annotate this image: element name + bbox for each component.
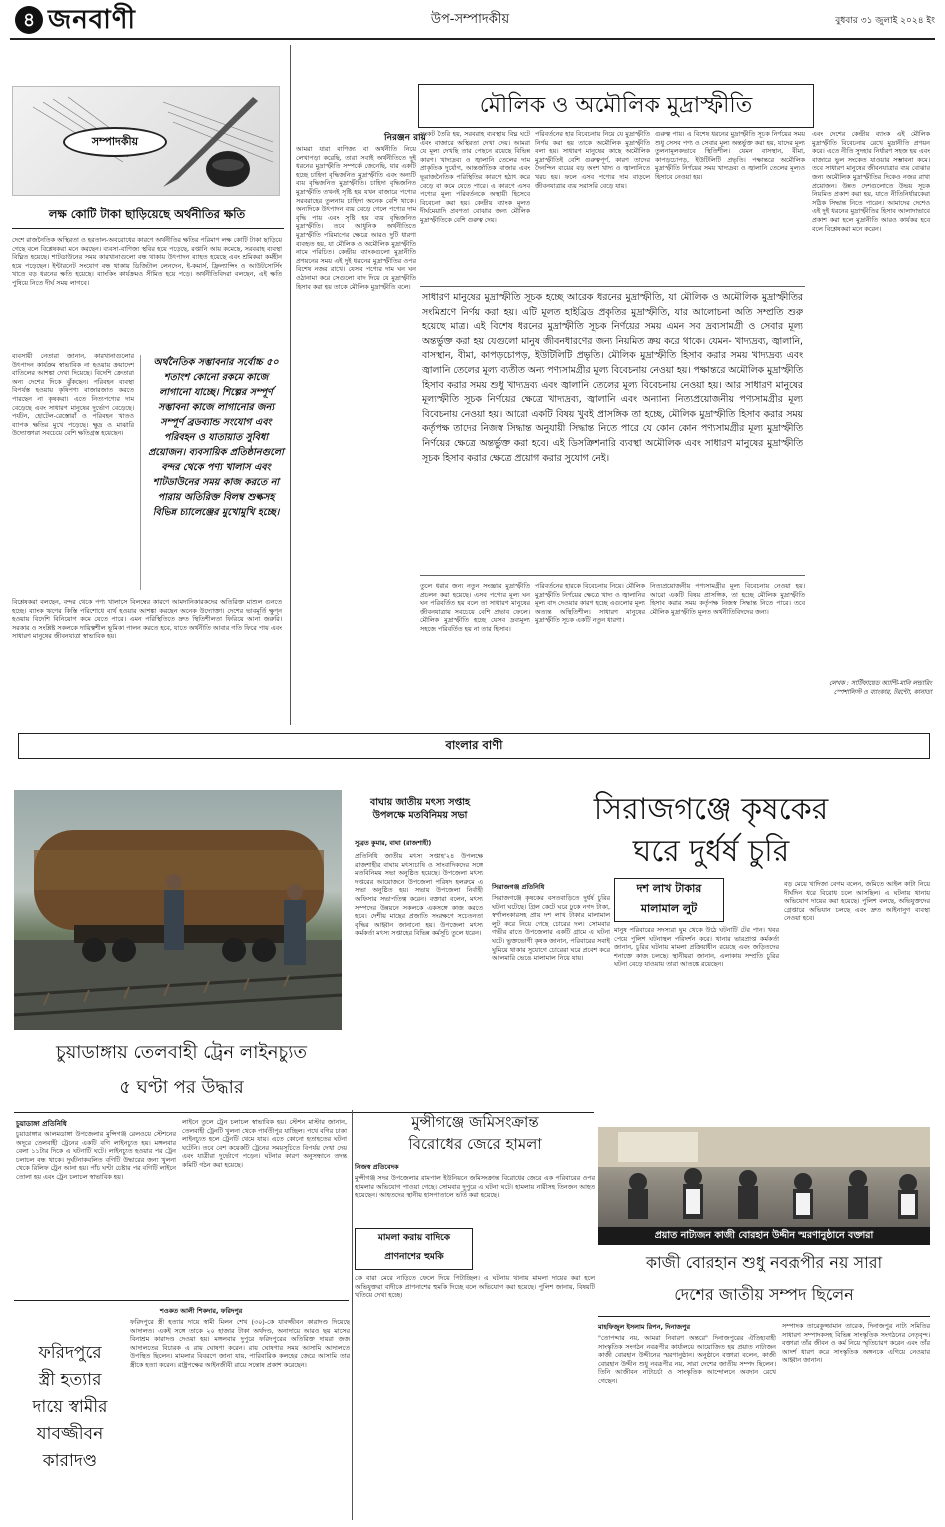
theft-sub-1: দশ লাখ টাকার bbox=[636, 882, 702, 895]
column-divider-lower bbox=[352, 1110, 353, 1520]
editorial-badge bbox=[63, 127, 167, 157]
tribute-photo bbox=[598, 1127, 930, 1227]
section-label: উপ-সম্পাদকীয় bbox=[430, 12, 510, 27]
editorial-body-1: দেশে রাজনৈতিক অস্থিরতা ও হরতাল-অবরোধের কারণে অর্থনীতির ক্ষতির পরিমাণ লক্ষ কোটি টাকা ছাড়িয়ে গেছে বলে বিশ্লেষকরা মনে করছেন। ব্যবসা-বাণিজ্য স্থবির হয়ে পড়েছে, রপ্তানি আয় কমেছে, সরবরাহ ব্যবস্থা বিঘ্নিত হয়েছে। শাটডাউনের সময় কারখানাগুলো বন্ধ থাকায় উৎপাদন ব্যাহত হয়েছে এবং শ্রমিকরা কর্মহীন হয়ে পড়েছেন। ইন্টারনেট সংযোগ বন্ধ থাকায় ডিজিটাল লেনদেন, ই-কমার্স, ফ্রিল্যান্সিং ও আউটসোর্সিং খাতে বড় ধরনের ক্ষতি হয়েছে। ব্যাংকিং কার্যক্রমও সীমিত হয়ে পড়ে। অর্থনীতিবিদরা বলছেন, এই ক্ষতি পুষিয়ে নিতে দীর্ঘ সময় লাগবে। bbox=[12, 236, 282, 287]
tribute-photo-caption: প্রয়াত নাট্যজন কাজী বোরহান উদ্দীন স্মরণানুষ্ঠানে বক্তারা bbox=[598, 1227, 930, 1245]
fish-byline: সুব্রত কুমার, বাঘা (রাজশাহী) bbox=[355, 839, 432, 847]
land-headline-1: মুন্সীগঞ্জে জমিসংক্রান্ত bbox=[411, 1113, 539, 1131]
murder-headline bbox=[14, 1340, 126, 1475]
article-writer-note: লেখক : সার্টিফায়েড অ্যান্টি-মানি লন্ডারিং স্পেশালিস্ট ও ব্যাংকার, টরন্টো, কানাডা bbox=[829, 680, 932, 696]
land-box-2: প্রাণনাশের হুমকি bbox=[384, 1252, 444, 1262]
theft-headline-1: সিরাজগঞ্জে কৃষকের bbox=[593, 792, 829, 827]
editorial-body-3: বিশ্লেষকরা বলছেন, বন্দর থেকে পণ্য খালাসে বিলম্বের কারণে আমদানিকারকদের অতিরিক্ত মাশুল গুনতে হচ্ছে। ব্যাংক ঋণের কিস্তি পরিশোধে ব্যর্থ হওয়ার আশঙ্কা করছেন অনেক উদ্যোক্তা। দেশের ভাবমূর্তি ক্ষুণ্ন হওয়ায় বিদেশি বিনিয়োগ কমে যেতে পারে। এমন পরিস্থিতিতে দ্রুত স্থিতিশীলতা ফিরিয়ে আনা জরুরি। সরকার ও সংশ্লিষ্ট সকলকে দায়িত্বশীল ভূমিকা পালন করতে হবে, যাতে অর্থনীতি আবার গতি ফিরে পায় এবং সাধারণ মানুষের জীবনযাত্রা স্বাভাবিক হয়। bbox=[12, 598, 282, 641]
tribute-headline-1: কাজী বোরহান শুধু নবরূপীর নয় সারা bbox=[645, 1253, 883, 1272]
train-photo bbox=[14, 790, 342, 1030]
page-number-badge bbox=[15, 6, 43, 34]
theft-byline: সিরাজগঞ্জ প্রতিনিধি bbox=[492, 883, 545, 891]
editorial-rule bbox=[12, 228, 284, 229]
article-col-4: গুরুত্ব পায়। এ বিশেষ ধরনের মুদ্রাস্ফীতি সূচক নির্ণয়ের সময় শুধু সেসব পণ্য ও সেবার মূল্য অন্তর্ভুক্ত করা হয়, যাদের মূল্য তুলনামূলকভাবে স্থিতিশীল। যেমন বাসস্থান, বীমা, কাপড়চোপড়, ইউটিলিটি প্রভৃতি। পক্ষান্তরে অমৌলিক মুদ্রাস্ফীতি নির্ণয়ের সময় খাদ্যদ্রব্য ও জ্বালানি তেলের মূল্যও হিসাবে নেওয়া হয়। bbox=[655, 130, 805, 181]
editorial-body-2: ব্যবসায়ী নেতারা জানান, কারখানাগুলোর উৎপাদন কার্যক্রম স্বাভাবিক না হওয়ায় ক্রয়াদেশ বাতিলের আশঙ্কা দেখা দিয়েছে। বিদেশি ক্রেতারা অন্য দেশের দিকে ঝুঁকছেন। পরিবহন ব্যবস্থা বিপর্যস্ত হওয়ায় কৃষিপণ্য বাজারজাত করতে পারছেন না কৃষকরা। এতে নিত্যপণ্যের দাম বেড়েছে এবং সাধারণ মানুষের দুর্ভোগ বেড়েছে। পর্যটন, হোটেল-রেস্তোরাঁ ও পরিবহন খাতও ব্যাপক ক্ষতির মুখে পড়েছে। ক্ষুদ্র ও মাঝারি উদ্যোক্তারা সবচেয়ে বেশি ক্ষতিগ্রস্ত হয়েছেন। bbox=[12, 352, 134, 438]
logo bbox=[48, 4, 268, 36]
section-banner-text: বাংলার বাণী bbox=[445, 738, 503, 752]
theft-sub-2: মালামাল লুট bbox=[640, 902, 698, 915]
murder-headline-3: দায়ে স্বামীর bbox=[32, 1397, 108, 1417]
article-author: নিরঞ্জন রায় bbox=[384, 133, 426, 143]
land-headline-2: বিরোধের জেরে হামলা bbox=[408, 1135, 542, 1153]
article-col-7: পরিবর্তনের হারকে বিবেচনায় নিয়ে। মৌলিক মুদ্রাস্ফীতি নির্ণয়ের ক্ষেত্রে খাদ্য ও জ্বালানির মূল্য বাদ দেওয়ার কারণ হচ্ছে এগুলোর মূল্য অত্যন্ত অস্থিতিশীল। সাধারণ মানুষের মুদ্রাস্ফীতি সূচক একটি নতুন ধারণা। bbox=[535, 582, 645, 625]
train-headline-1: চুয়াডাঙ্গায় তেলবাহী ট্রেন লাইনচ্যুত bbox=[55, 1042, 307, 1063]
theft-sub-box bbox=[614, 878, 724, 922]
train-headline-2: ৫ ঘণ্টা পর উদ্ধার bbox=[119, 1077, 244, 1098]
tribute-body-2: সম্পাদক তারেকুজ্জামান তারেক, দিনাজপুর নাট্য সমিতির সাধারণ সম্পাদকসহ বিভিন্ন সাংস্কৃতিক সংগঠনের নেতৃবৃন্দ। বক্তারা তাঁর জীবন ও কর্ম নিয়ে স্মৃতিচারণ করেন এবং তাঁর আদর্শ ধারণ করে সাংস্কৃতিক অঙ্গনকে এগিয়ে নেওয়ার আহ্বান জানান। bbox=[782, 1322, 930, 1365]
fish-headline: বাঘায় জাতীয় মৎস্য সপ্তাহ উপলক্ষে মতবিনিময় সভা bbox=[369, 797, 471, 821]
murder-rule bbox=[14, 1300, 349, 1301]
train-byline: চুয়াডাঙ্গা প্রতিনিধি bbox=[16, 1120, 67, 1128]
land-body-2: কে বারা মেরে নাড়িতে ফেলে দিয়ে পিটাচ্ছিল। এ ঘটনায় থানায় মামলা দায়ের করা হলে অভিযুক্তরা বাদীকে প্রাণনাশের হুমকি দিচ্ছে বলে অভিযোগ করা হয়েছে। পুলিশ জানায়, বিষয়টি খতিয়ে দেখা হচ্ছে। bbox=[355, 1274, 595, 1300]
masthead-rule bbox=[10, 38, 935, 40]
column-divider bbox=[290, 45, 291, 725]
train-tanker-icon bbox=[14, 790, 342, 1030]
tribute-body-1: "তোপদ্দার নয়, আমরা নিবারণ অন্তরে" দিনাজপুরের ঐতিহ্যবাহী সাংস্কৃতিক সংগঠন নবরূপীর কার্যালয়ে আয়োজিত হয় প্রয়াত নাট্যজন কাজী বোরহান উদ্দীনের স্মরণানুষ্ঠান। অনুষ্ঠানে বক্তারা বলেন, কাজী বোরহান উদ্দীন শুধু নবরূপীর নয়, সারা দেশের জাতীয় সম্পদ ছিলেন। তিনি আজীবন নাট্যচর্চা ও সাংস্কৃতিক আন্দোলনে অবদান রেখে গেছেন। bbox=[598, 1334, 776, 1385]
land-box-1: মামলা করায় বাদিকে bbox=[377, 1233, 451, 1243]
murder-headline-5: কারাদণ্ড bbox=[42, 1451, 98, 1471]
article-highlight-text: সাধারণ মানুষের মুদ্রাস্ফীতি সূচক হচ্ছে আরেক ধরনের মুদ্রাস্ফীতি, যা মৌলিক ও অমৌলিক মুদ্রাস্ফীতির সংমিশ্রণে নির্ণয় করা হয়। এটি মূলত হাইব্রিড প্রকৃতির মুদ্রাস্ফীতি, যার আলোচনা অতি সম্প্রতি শুরু হয়েছে মাত্র। এই বিশেষ ধরনের মুদ্রাস্ফীতি সূচক নির্ণয়ের সময় এমন সব দ্রব্যসামগ্রী ও সেবার মূল্য অন্তর্ভুক্ত করা হয় যেগুলো মানুষ জীবনধারণের জন্য নিয়মিত ক্রয় করে থাকে। যেমন- খাদ্যদ্রব্য, জ্বালানি, বাসস্থান, বীমা, কাপড়চোপড়, ইউটিলিটি প্রভৃতি। মৌলিক মুদ্রাস্ফীতি হিসাব করার সময় খাদ্যদ্রব্য এবং জ্বালানি তেলের মূল্য ব্যতীত অন্য পণ্যসামগ্রীর মূল্য বিবেচনায় নেওয়া হয়। পক্ষান্তরে অমৌলিক মুদ্রাস্ফীতি হিসাব করার সময় শুধু খাদ্যদ্রব্য এবং জ্বালানি তেলের মূল্য বিবেচনায় নেওয়া হয়। আর সাধারণ মানুষের মূল্যস্ফীতি সূচক নির্ণয়ের ক্ষেত্রে খাদ্যদ্রব্য, জ্বালানি এবং অন্যান্য নিত্যপ্রয়োজনীয় পণ্যসামগ্রীর মূল্য বিবেচনায় নেওয়া হয়। আরো একটি বিষয় খুবই প্রাসঙ্গিক তা হচ্ছে, মৌলিক মুদ্রাস্ফীতি হিসাব করার সময় কর্তৃপক্ষ তাদের নিজস্ব সিদ্ধান্ত অনুযায়ী সিদ্ধান্ত নিতে পারে যে কোন কোন পণ্যসামগ্রীর মূল্য মুদ্রাস্ফীতি নির্ণয়ের ক্ষেত্রে অন্তর্ভুক্ত করা হবে। এই ডিসক্রিশনারি ব্যবস্থা অমৌলিক এবং সাধারণ মানুষের মুদ্রাস্ফীতি সূচক হিসাব করার ক্ষেত্রে প্রয়োগ করার সুযোগ নেই। bbox=[422, 292, 803, 464]
theft-headline-2: ঘরে দুর্ধর্ষ চুরি bbox=[632, 834, 790, 869]
land-box bbox=[355, 1228, 473, 1270]
murder-headline-1: ফরিদপুরে bbox=[38, 1343, 102, 1363]
train-body-1: চুয়াডাঙ্গার আলমডাঙ্গা উপজেলার মুন্সিগঞ্জ রেলওয়ে স্টেশনের অদূরে তেলবাহী ট্রেনের একটি বগি লাইনচ্যুত হয়। মঙ্গলবার বেলা ১১টার দিকে এ ঘটনাটি ঘটে। লাইনচ্যুত হওয়ার পর ট্রেন চলাচল বন্ধ থাকে। দুর্ঘটনাকবলিত বগিটি উদ্ধারের জন্য খুলনা থেকে রিলিফ ট্রেন আনা হয়। পাঁচ ঘণ্টা চেষ্টার পর বগিটি লাইনে তোলা হয় এবং ট্রেন চলাচল স্বাভাবিক হয়। bbox=[16, 1130, 176, 1181]
article-col-2: সংকট তৈরি হয়, সরবরাহ ব্যবস্থায় বিঘ্ন ঘটে এবং বাজারে অস্থিরতা দেখা দেয়। আমরা যে মূল্য দেখছি তার পেছনে রয়েছে বিভিন্ন কারণ। খাদ্যদ্রব্য ও জ্বালানি তেলের দাম প্রাকৃতিক দুর্যোগ, আন্তর্জাতিক বাজার এবং ভূরাজনৈতিক পরিস্থিতির কারণে হঠাৎ করে বেড়ে বা কমে যেতে পারে। এ কারণে এসব পণ্যের মূল্য পরিবর্তনকে অস্থায়ী হিসেবে বিবেচনা করা হয়। কেন্দ্রীয় ব্যাংক মূলত দীর্ঘমেয়াদি প্রবণতা বোঝার জন্য মৌলিক মুদ্রাস্ফীতিকে বেশি গুরুত্ব দেয়। bbox=[420, 130, 530, 224]
theft-body-1: সিরাজগঞ্জে কৃষকের বসতবাড়িতে দুর্ধর্ষ চুরির ঘটনা ঘটেছে। গ্রিল কেটে ঘরে ঢুকে নগদ টাকা, স্বর্ণালংকারসহ প্রায় দশ লাখ টাকার মালামাল লুট করে নিয়ে গেছে চোরের দল। সোমবার গভীর রাতে উপজেলার একটি গ্রামে এ ঘটনা ঘটে। ভুক্তভোগী কৃষক জানান, পরিবারের সবাই ঘুমিয়ে থাকার সুযোগে চোরেরা ঘরে প্রবেশ করে আলমারি ভেঙে মালামাল নিয়ে যায়। bbox=[492, 894, 610, 963]
article-headline: মৌলিক ও অমৌলিক মুদ্রাস্ফীতি bbox=[479, 93, 753, 118]
article-col-1: আমরা যারা বাণিজ্য বা অর্থনীতি নিয়ে লেখাপড়া করেছি, তারা সবাই অর্থনীতিতে দুই ধরনের মুদ্রাস্ফীতি সম্পর্কে জেনেছি, যার একটি হচ্ছে চাহিদা বৃদ্ধিজনিত মুদ্রাস্ফীতি এবং অন্যটি ব্যয় বৃদ্ধিজনিত মুদ্রাস্ফীতি। চাহিদা বৃদ্ধিজনিত মুদ্রাস্ফীতি তখনই সৃষ্টি হয় যখন বাজারে পণ্যের সরবরাহের তুলনায় চাহিদা অনেক বেশি থাকে। অন্যদিকে উৎপাদন ব্যয় বেড়ে গেলে পণ্যের দাম বৃদ্ধি পায় এবং সৃষ্টি হয় ব্যয় বৃদ্ধিজনিত মুদ্রাস্ফীতি। তবে আধুনিক অর্থনীতিতে মুদ্রাস্ফীতি পরিমাপের ক্ষেত্রে আরও দুটি ধারণা ব্যবহৃত হয়, যা মৌলিক ও অমৌলিক মুদ্রাস্ফীতি নামে পরিচিত। কেন্দ্রীয় ব্যাংকগুলো মুদ্রানীতি প্রণয়নের সময় এই দুই ধরনের মুদ্রাস্ফীতির ওপর বিশেষ নজর রাখে। যেসব পণ্যের দাম ঘন ঘন ওঠানামা করে সেগুলো বাদ দিয়ে যে মুদ্রাস্ফীতি হিসাব করা হয় তাকে মৌলিক মুদ্রাস্ফীতি বলে। bbox=[296, 145, 416, 291]
murder-body: ফরিদপুরে স্ত্রী হত্যার দায়ে স্বামী মিলন শেখ (৩০)-কে যাবজ্জীবন কারাদণ্ড দিয়েছে আদালত। একই সঙ্গে তাকে ২০ হাজার টাকা অর্থদণ্ড, অনাদায়ে আরও ছয় মাসের বিনাশ্রম কারাদণ্ড দেওয়া হয়। মঙ্গলবার দুপুরে ফরিদপুরের অতিরিক্ত দায়রা জজ আদালতের বিচারক এ রায় ঘোষণা করেন। রায় ঘোষণার সময় আসামি আদালতে উপস্থিত ছিলেন। মামলার বিবরণে জানা যায়, পারিবারিক কলহের জেরে আসামি তার স্ত্রীকে হত্যা করেন। রাষ্ট্রপক্ষের আইনজীবী রায়ে সন্তোষ প্রকাশ করেছেন। bbox=[130, 1318, 350, 1369]
land-body-1: মুন্সীগঞ্জ সদর উপজেলার রামপাল ইউনিয়নে জমিসংক্রান্ত বিরোধের জেরে এক পরিবারের ওপর হামলার অভিযোগ পাওয়া গেছে। সোমবার দুপুরে এ ঘটনা ঘটে। হামলায় নারীসহ তিনজন আহত হয়েছেন। আহতদের স্থানীয় হাসপাতালে ভর্তি করা হয়েছে। bbox=[355, 1174, 595, 1200]
article-headline-box bbox=[418, 84, 814, 128]
editorial-pull-quote: অর্থনৈতিক সম্ভাবনার সর্বোচ্চ ৫০ শতাংশ কোনো রকমে কাজে লাগানো যাচ্ছে। শিল্পের সম্পূর্ণ সম্ভাবনা কাজে লাগানোর জন্য সম্পূর্ণ ব্রডব্যান্ড সংযোগ এবং পরিবহন ও যাতায়াত সুবিধা প্রয়োজন। ব্যবসায়িক প্রতিষ্ঠানগুলো বন্দর থেকে পণ্য খালাস এবং শাটডাউনের সময় কাজ করতে না পারায় অতিরিক্ত বিলম্ব শুল্কসহ বিভিন্ন চ্যালেঞ্জের মুখোমুখি হচ্ছে। bbox=[140, 355, 285, 590]
tribute-rule bbox=[598, 1316, 930, 1317]
gathering-photo-icon bbox=[598, 1127, 930, 1227]
section-banner bbox=[18, 733, 930, 759]
train-body-2: লাইনে তুলে ট্রেন চলাচল স্বাভাবিক হয়। স্টেশন মাস্টার জানান, তেলবাহী ট্রেনটি খুলনা থেকে পার্বতীপুর যাচ্ছিল। পথে বগির চাকা লাইনচ্যুত হলে ট্রেনটি থেমে যায়। এতে কোনো হতাহতের ঘটনা ঘটেনি। তবে বেশ কয়েকটি ট্রেনের সময়সূচিতে বিপর্যয় দেখা দেয় এবং যাত্রীরা দুর্ভোগে পড়েন। ঘটনার কারণ অনুসন্ধানে তদন্ত কমিটি গঠন করা হয়েছে। bbox=[182, 1118, 347, 1169]
editorial-headline: লক্ষ কোটি টাকা ছাড়িয়েছে অর্থনীতির ক্ষতি bbox=[48, 207, 246, 221]
theft-body-2: মানুষ পরিবারের সদস্যরা ঘুম থেকে উঠে ঘটনাটি টের পান। খবর পেয়ে পুলিশ ঘটনাস্থল পরিদর্শন করে। থানার ভারপ্রাপ্ত কর্মকর্তা জানান, চুরির ঘটনায় মামলা প্রক্রিয়াধীন রয়েছে এবং জড়িতদের শনাক্তে কাজ চলছে। স্থানীয়রা জানান, এলাকায় সম্প্রতি চুরির ঘটনা বেড়ে যাওয়ায় তারা আতঙ্কে রয়েছেন। bbox=[614, 926, 779, 969]
masthead bbox=[0, 0, 945, 40]
fish-body: প্রতিনিধি জাতীয় মৎস্য সপ্তাহ'২৪ উপলক্ষে রাজশাহীর বাঘায় মৎস্যচাষি ও সাংবাদিকদের সঙ্গে মতবিনিময় সভা অনুষ্ঠিত হয়েছে। উপজেলা মৎস্য দপ্তরের আয়োজনে উপজেলা পরিষদ হলরুমে এ সভা অনুষ্ঠিত হয়। সভায় উপজেলা নির্বাহী অফিসার সভাপতিত্ব করেন। বক্তারা বলেন, মৎস্য সম্পদের উন্নয়নে সকলকে একসঙ্গে কাজ করতে হবে। দেশীয় মাছের প্রজাতি সংরক্ষণে সচেতনতা বৃদ্ধির আহ্বান জানানো হয়। উপজেলা মৎস্য কর্মকর্তা মৎস্য সপ্তাহের বিভিন্ন কর্মসূচি তুলে ধরেন। bbox=[355, 852, 483, 938]
tribute-headline-2: দেশের জাতীয় সম্পদ ছিলেন bbox=[674, 1285, 854, 1304]
theft-body-3: বড় মেয়ে খাদিজা বেগম বলেন, জমিতে আইল কাটা নিয়ে দীর্ঘদিন ধরে বিরোধ চলে আসছিল। এ ঘটনায় থানায় অভিযোগ দায়ের করা হয়েছে। পুলিশ বলছে, অভিযুক্তদের গ্রেপ্তারে অভিযান চলছে এবং দ্রুত আইনানুগ ব্যবস্থা নেওয়া হবে। bbox=[784, 880, 930, 923]
article-col-8: নিত্যপ্রয়োজনীয় পণ্যসামগ্রীর মূল্য বিবেচনায় নেওয়া হয়। আরো একটি বিষয় প্রাসঙ্গিক, তা হচ্ছে মৌলিক মুদ্রাস্ফীতি হিসাব করার সময় কর্তৃপক্ষ নিজস্ব সিদ্ধান্ত নিতে পারে। তবে মৌলিক মুদ্রাস্ফীতি মূলত অর্থনীতিবিদদের জন্য। bbox=[650, 582, 805, 616]
murder-byline: শওকত আলী শিকদার, ফরিদপুর bbox=[160, 1307, 243, 1315]
logo-text: জনবাণী bbox=[48, 5, 136, 35]
article-col-6: তুলে ধরার জন্য নতুন সংজ্ঞার মুদ্রাস্ফীতি প্রচলন করা হয়েছে। এসব পণ্যের মূল্য ঘন ঘন পরিবর্তিত হয় বলে তা সাধারণ মানুষের জীবনযাত্রায় সবচেয়ে বেশি প্রভাব ফেলে। মৌলিক মুদ্রাস্ফীতি হচ্ছে যেসব দ্রব্যমূল্য সহজে পরিবর্তিত হয় না তার হিসাব। bbox=[420, 582, 530, 633]
murder-headline-4: যাবজ্জীবন bbox=[36, 1424, 104, 1444]
murder-headline-2: স্ত্রী হত্যার bbox=[38, 1370, 102, 1390]
article-highlight bbox=[420, 286, 805, 576]
land-byline: নিজস্ব প্রতিবেদক bbox=[355, 1163, 399, 1171]
article-col-5: এবং দেশের কেন্দ্রীয় ব্যাংক এই মৌলিক মুদ্রাস্ফীতি বিবেচনায় রেখে মুদ্রানীতি প্রণয়ন করে। এতে নীতি সুদহার নির্ধারণ সহজ হয় এবং বাজারে ভুল সংকেত যাওয়ার সম্ভাবনা কমে। তবে সাধারণ মানুষের জীবনযাত্রার ব্যয় বোঝার জন্য অমৌলিক মুদ্রাস্ফীতির দিকেও নজর রাখা প্রয়োজন। উন্নত দেশগুলোতে উভয় সূচক নিয়মিত প্রকাশ করা হয়, যাতে নীতিনির্ধারকেরা সঠিক সিদ্ধান্ত নিতে পারেন। আমাদের দেশেও এই দুই ধরনের মুদ্রাস্ফীতির হিসাব আলাদাভাবে প্রকাশ করা হলে মুদ্রানীতি আরও কার্যকর হবে বলে বিশ্লেষকরা মনে করেন। bbox=[812, 130, 930, 233]
tribute-byline: মাহফিজুল ইসলাম রিপন, দিনাজপুর bbox=[598, 1323, 691, 1331]
editorial-badge-text: সম্পাদকীয় bbox=[91, 135, 139, 148]
page-number: ৪ bbox=[22, 9, 36, 31]
article-col-3: পরিবর্তনের হার বিবেচনায় নিয়ে যে মুদ্রাস্ফীতি নির্ণয় করা হয় তাকে অমৌলিক মুদ্রাস্ফীতি বলা হয়। সাধারণ মানুষের কাছে অমৌলিক মুদ্রাস্ফীতিই বেশি গুরুত্বপূর্ণ, কারণ তাদের দৈনন্দিন ব্যয়ের বড় অংশ খাদ্য ও জ্বালানিতে খরচ হয়। ফলে এসব পণ্যের দাম বাড়লে জীবনযাত্রার ব্যয় সরাসরি বেড়ে যায়। bbox=[535, 130, 650, 190]
date-label: বুধবার ৩১ জুলাই ২০২৪ ইং bbox=[835, 16, 935, 26]
editorial-illustration bbox=[12, 86, 280, 196]
